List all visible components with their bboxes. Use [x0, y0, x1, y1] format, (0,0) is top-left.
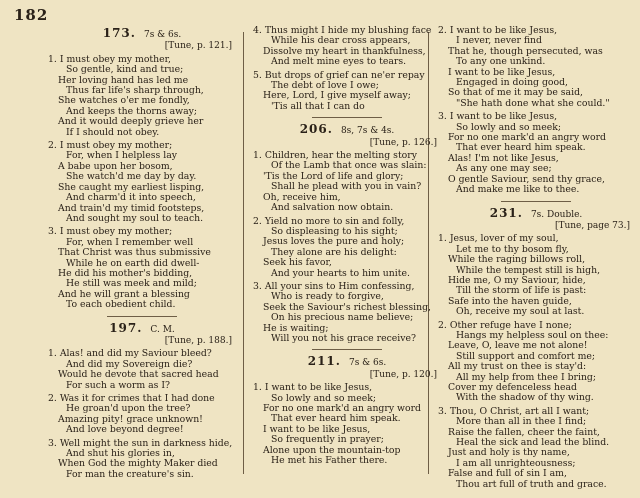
verse-line: So lowly and so meek;	[456, 122, 561, 133]
column-divider	[243, 32, 244, 474]
verse-line: And did my Sovereign die?	[66, 359, 193, 370]
hymn-number: 206.	[299, 122, 333, 137]
verse-line: Leave, O, leave me not alone!	[448, 341, 588, 352]
stanza	[253, 71, 441, 113]
hymn-number: 197.	[109, 320, 143, 335]
hymn-meter: 7s. Double.	[530, 209, 583, 220]
verse-line: 1. Children, hear the melting story	[253, 151, 417, 162]
stanza	[438, 112, 634, 195]
verse-line: For no one mark'd an angry word	[448, 133, 606, 144]
verse-line: I want to be like Jesus,	[448, 67, 556, 78]
verse-line: While he on earth did dwell-	[66, 258, 200, 269]
verse-line: Shall he plead with you in vain?	[271, 182, 422, 193]
verse-line: And melt mine eyes to tears.	[271, 57, 407, 68]
verse-line: 4. Thus might I hide my blushing face	[253, 26, 432, 36]
hymn-number: 211.	[307, 354, 341, 369]
verse-line: That he, though persecuted, was	[448, 46, 603, 57]
verse-line: And love beyond degree!	[66, 425, 184, 436]
verse-line: On his precious name believe;	[271, 313, 414, 324]
tune-reference: [Tune, page 73.]	[554, 220, 630, 231]
verse-line: While the tempest still is high,	[456, 265, 601, 276]
verse-line: I want to be like Jesus,	[263, 424, 371, 435]
stanza	[48, 394, 236, 436]
column-3	[438, 26, 634, 493]
verse-line: He is waiting;	[263, 323, 329, 334]
verse-line: Safe into the haven guide,	[448, 296, 572, 307]
stanza	[253, 217, 441, 279]
verse-line: To any one unkind.	[456, 57, 546, 68]
verse-line: 3. I want to be like Jesus,	[438, 112, 558, 123]
verse-line: Raise the fallen, cheer the faint,	[448, 427, 600, 438]
verse-line: And make me like to thee.	[456, 185, 580, 196]
verse-line: With the shadow of thy wing.	[456, 393, 594, 404]
verse-line: To each obedient child.	[66, 300, 176, 311]
verse-line: For, when I helpless lay	[66, 151, 178, 162]
verse-line: 2. Yield no more to sin and folly,	[253, 216, 405, 227]
verse-line: Her loving hand has led me	[58, 75, 189, 86]
verse-line: Would he devote that sacred head	[58, 370, 219, 381]
hymn-number: 173.	[102, 26, 136, 40]
tune-reference: [Tune, p. 120.]	[369, 369, 437, 380]
verse-line: Who is ready to forgive,	[271, 292, 384, 303]
hymn-meter: 8s, 7s & 4s.	[340, 126, 395, 137]
stanza	[253, 26, 441, 68]
verse-line: For no one mark'd an angry word	[263, 404, 421, 414]
verse-line: All my trust on thee is stay'd:	[448, 362, 587, 373]
verse-line: And shut his glories in,	[66, 449, 175, 460]
verse-line: She caught my earliest lisping,	[58, 182, 205, 193]
verse-line: 2. I must obey my mother;	[48, 141, 173, 152]
verse-line: So displeasing to his sight;	[271, 226, 398, 237]
verse-line: A babe upon her bosom,	[58, 161, 173, 172]
stanza	[48, 349, 236, 391]
verse-line: Oh, receive my soul at last.	[456, 307, 585, 318]
verse-line: That ever heard him speak.	[271, 414, 401, 425]
verse-line: Engaged in doing good,	[456, 78, 569, 89]
verse-line: And charm'd it into speech,	[66, 193, 196, 204]
hymn-separator	[312, 349, 382, 350]
hymn-meter: 7s & 6s.	[143, 30, 182, 40]
verse-line: Jesus loves the pure and holy;	[263, 237, 405, 248]
verse-line: Oh, receive him,	[263, 192, 341, 203]
hymn-heading	[253, 356, 441, 368]
verse-line: Till the storm of life is past:	[456, 286, 587, 297]
verse-line: And salvation now obtain.	[271, 203, 394, 214]
verse-line: Still support and comfort me;	[456, 351, 596, 362]
verse-line: And your hearts to him unite.	[271, 268, 410, 279]
verse-line: 1. I must obey my mother,	[48, 54, 172, 65]
verse-line: 1. Alas! and did my Saviour bleed?	[48, 349, 212, 360]
hymn-separator	[107, 316, 177, 317]
verse-line: While his dear cross appears,	[271, 36, 411, 47]
verse-line: I am all unrighteousness;	[456, 458, 576, 469]
verse-line: Thus far life's sharp through,	[66, 86, 204, 97]
verse-line: False and full of sin I am,	[448, 469, 567, 480]
column-1	[48, 26, 236, 483]
verse-line: Heal the sick and lead the blind.	[456, 438, 610, 449]
verse-line: And it would deeply grieve her	[58, 117, 204, 128]
verse-line: Thou art full of truth and grace.	[456, 479, 607, 490]
verse-line: He met his Father there.	[271, 456, 388, 467]
verse-line: For, when I remember well	[66, 237, 194, 248]
page-number: 182	[14, 6, 49, 24]
verse-line: O gentle Saviour, send thy grace,	[448, 174, 605, 185]
verse-line: And he will grant a blessing	[58, 289, 190, 300]
verse-line: He did his mother's bidding,	[58, 268, 193, 279]
verse-line: 3. All your sins to Him confessing,	[253, 281, 415, 292]
verse-line: So that of me it may be said,	[448, 88, 583, 99]
verse-line: That ever heard him speak.	[456, 143, 586, 154]
tune-reference: [Tune, p. 126.]	[369, 137, 437, 148]
verse-line: For such a worm as I?	[66, 380, 171, 391]
verse-line: 3. I must obey my mother;	[48, 227, 173, 238]
verse-line: And sought my soul to teach.	[66, 213, 204, 224]
verse-line: So lowly and so meek;	[271, 393, 376, 404]
verse-line: They alone are his delight:	[271, 247, 397, 258]
verse-line: 2. Other refuge have I none;	[438, 320, 572, 331]
verse-line: 2. I want to be like Jesus,	[438, 26, 558, 36]
tune-reference: [Tune, p. 121.]	[164, 41, 232, 52]
verse-line: That Christ was thus submissive	[58, 248, 211, 259]
hymn-heading	[253, 124, 441, 136]
verse-line: As any one may see;	[456, 164, 552, 175]
verse-line: Alas! I'm not like Jesus,	[448, 153, 559, 164]
stanza	[438, 407, 634, 490]
verse-line: For man the creature's sin.	[66, 469, 194, 480]
verse-line: 1. Jesus, lover of my soul,	[438, 234, 559, 245]
stanza	[253, 282, 441, 344]
verse-line: 'Tis all that I can do	[271, 101, 365, 112]
verse-line: When God the mighty Maker died	[58, 459, 218, 470]
verse-line: 'Tis the Lord of life and glory;	[263, 171, 404, 182]
verse-line: 3. Thou, O Christ, art all I want;	[438, 406, 590, 417]
hymn-separator	[312, 117, 382, 118]
stanza	[48, 439, 236, 481]
verse-line: All my help from thee I bring;	[456, 372, 597, 383]
hymn-heading	[438, 205, 634, 220]
stanza	[48, 55, 236, 138]
verse-line: And train'd my timid footsteps,	[58, 203, 205, 214]
verse-line: So frequently in prayer;	[271, 435, 384, 446]
verse-line: 5. But drops of grief can ne'er repay	[253, 70, 425, 81]
verse-line: Will you not his grace receive?	[271, 333, 416, 344]
stanza	[438, 234, 634, 317]
verse-line: Cover my defenceless head	[448, 383, 577, 393]
verse-line: 3. Well might the sun in darkness hide,	[48, 438, 233, 449]
hymn-number: 231.	[489, 205, 523, 220]
hymn-meter: 7s & 6s.	[348, 358, 387, 369]
verse-line: She watch'd me day by day.	[66, 172, 197, 183]
stanza	[438, 26, 634, 109]
verse-line: Seek his favor,	[263, 258, 332, 269]
verse-line: Hangs my helpless soul on thee:	[456, 330, 609, 341]
hymn-heading	[48, 320, 236, 335]
verse-line: 2. Was it for crimes that I had done	[48, 394, 215, 404]
stanza	[48, 141, 236, 224]
verse-line: He groan'd upon the tree?	[66, 404, 191, 415]
hymn-heading	[48, 28, 236, 40]
verse-line: Dissolve my heart in thankfulness,	[263, 46, 426, 57]
verse-line: 1. I want to be like Jesus,	[253, 383, 373, 394]
verse-line: Hide me, O my Saviour, hide,	[448, 275, 586, 286]
verse-line: More than all in thee I find;	[456, 417, 587, 428]
stanza	[48, 227, 236, 310]
verse-line: Just and holy is thy name,	[448, 448, 570, 459]
column-2	[253, 26, 441, 469]
stanza	[253, 383, 441, 466]
verse-line: Here, Lord, I give myself away;	[263, 91, 411, 102]
verse-line: He still was meek and mild;	[66, 279, 197, 290]
tune-reference: [Tune, p. 188.]	[164, 335, 232, 346]
verse-line: Seek the Saviour's richest blessing,	[263, 302, 432, 313]
verse-line: While the raging billows roll,	[448, 255, 586, 266]
stanza	[438, 321, 634, 404]
verse-line: Of the Lamb that once was slain:	[271, 161, 427, 172]
verse-line: She watches o'er me fondly,	[58, 96, 190, 107]
verse-line: "She hath done what she could."	[456, 98, 610, 109]
verse-line: Alone upon the mountain-top	[263, 445, 401, 456]
verse-line: So gentle, kind and true;	[66, 65, 184, 76]
verse-line: If I should not obey.	[66, 127, 160, 138]
verse-line: The debt of love I owe;	[271, 81, 379, 92]
stanza	[253, 151, 441, 213]
hymn-meter: C. M.	[150, 324, 175, 335]
verse-line: Amazing pity! grace unknown!	[58, 414, 203, 425]
verse-line: Let me to thy bosom fly,	[456, 244, 569, 255]
verse-line: I never, never find	[456, 36, 542, 47]
verse-line: And keeps the thorns away;	[66, 106, 198, 117]
hymn-separator	[501, 201, 571, 202]
